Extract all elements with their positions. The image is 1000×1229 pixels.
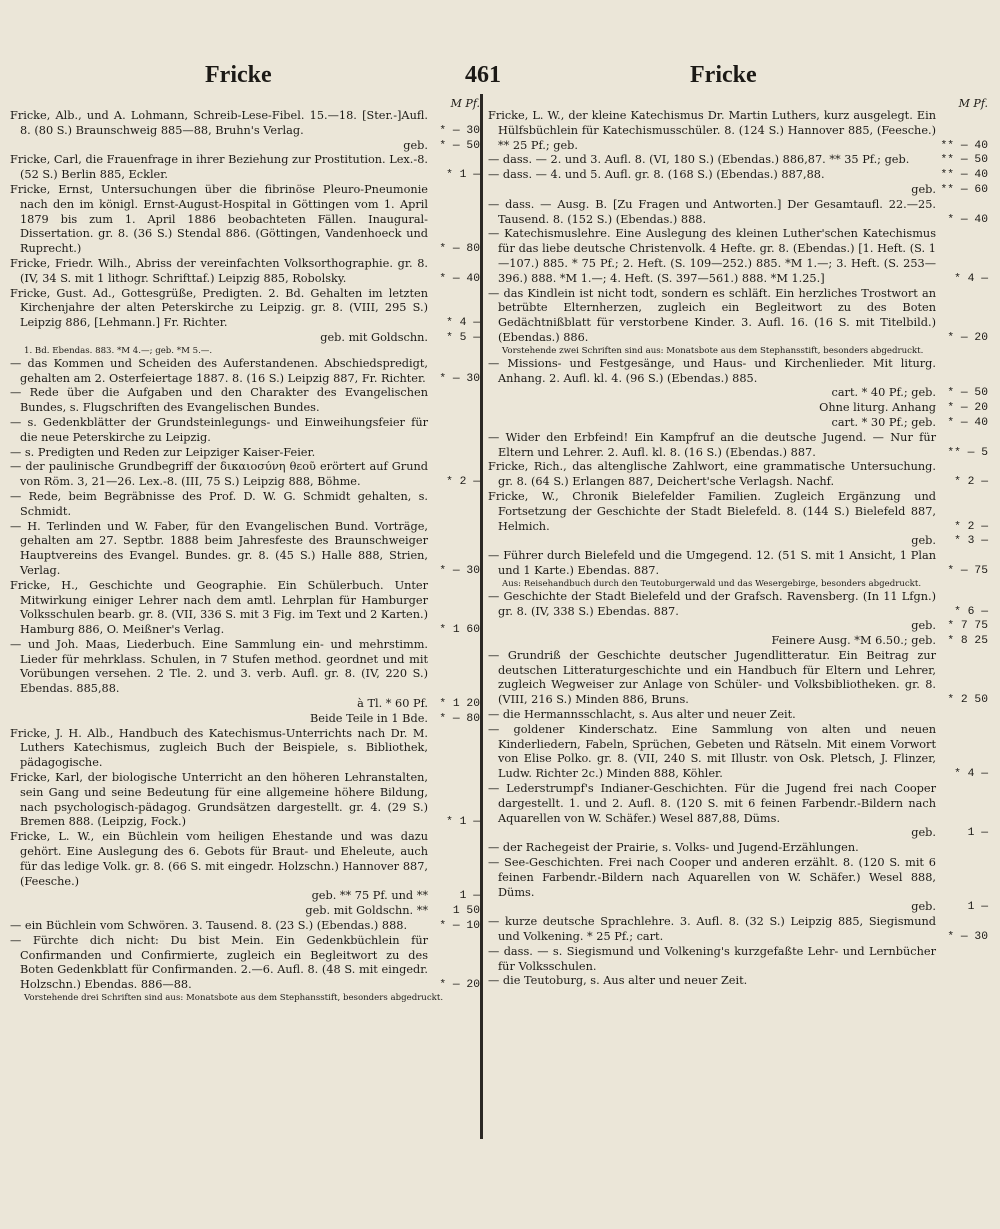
price: * 7 75 <box>947 620 988 633</box>
entry-text: — s. Predigten und Reden zur Leipziger Kaiser-Feier. <box>10 445 316 459</box>
price: 1 — <box>459 890 480 903</box>
entry-text: Fricke, Rich., das altenglische Zahlwort, eine grammatische Untersuchung. gr. 8. (64 S.) Erlangen 887, Deichert'sche Verlagsh. Nachf. <box>488 460 936 489</box>
price-variant <box>488 826 988 841</box>
variant-label: cart. * 40 Pf.; geb. <box>831 386 936 400</box>
entry-text: Fricke, Alb., und A. Lohmann, Schreib-Lese-Fibel. 15.—18. [Ster.-]Aufl. 8. (80 S.) Braunschweig 885—88, Bruhn's Verlag. <box>10 109 428 137</box>
price-variant <box>488 634 988 649</box>
bibliography-entry <box>488 915 988 945</box>
entry-note: Vorstehende zwei Schriften sind aus: Monatsbote aus dem Stephansstift, besonders abgedruckt. <box>502 345 924 356</box>
header-right-catchword: Fricke <box>690 62 757 88</box>
variant-label: geb. ** 75 Pf. und ** <box>311 889 428 903</box>
currency-label: M Pf. <box>958 97 988 110</box>
price: * 2 — <box>954 476 988 489</box>
variant-label: Beide Teile in 1 Bde. <box>309 711 428 725</box>
price: ** — 40 <box>940 139 988 152</box>
bibliography-entry <box>488 841 988 856</box>
bibliography-entry <box>488 227 988 286</box>
price-variant <box>488 900 988 915</box>
header-left-catchword: Fricke <box>205 62 272 88</box>
price: * — 50 <box>947 387 988 400</box>
bibliography-entry <box>488 460 988 490</box>
entry-text: — das Kommen und Scheiden des Auferstandenen. Abschiedspredigt, gehalten am 2. Osterfeiertage 1887. 8. (16 S.) Leipzig 887, Fr. Richter. <box>10 356 428 385</box>
entry-text: Fricke, Gust. Ad., Gottesgrüße, Predigten. 2. Bd. Gehalten im letzten Kirchenjahre der alten Peterskirche zu Leipzig. gr. 8. (VIII, 295 S.) Leipzig 886, [Lehmann.] Fr. Richter. <box>10 286 428 330</box>
price-variant <box>10 331 480 346</box>
bibliography-entry <box>488 431 988 461</box>
bibliography-entry <box>10 727 480 771</box>
entry-note: 1. Bd. Ebendas. 883. *M 4.—; geb. *M 5.—. <box>24 345 213 356</box>
bibliography-entry <box>10 386 480 416</box>
entry-text: — s. Gedenkblätter der Grundsteinlegungs- und Einweihungsfeier für die neue Peterskirche zu Leipzig. <box>10 415 428 444</box>
price: * — 40 <box>947 416 988 429</box>
bibliography-entry <box>10 934 480 993</box>
entry-text: Fricke, Ernst, Untersuchungen über die fibrinöse Pleuro-Pneumonie nach den im königl. Ernst-August-Hospital in Göttingen vom 1. April 1879 bis zum 1. April 1886 beobachteten Fällen. Inaugural-Dissertation. gr. 8. (36 S.) Stendal 886. (Göttingen, Vandenhoeck und Ruprecht.) <box>10 182 428 256</box>
price: * — 10 <box>439 920 480 933</box>
bibliography-entry <box>488 974 988 989</box>
bibliography-entry <box>488 590 988 620</box>
price: * 1 20 <box>439 698 480 711</box>
entry-text: Fricke, W., Chronik Bielefelder Familien. Zugleich Ergänzung und Fortsetzung der Geschichte der Stadt Bielefeld. 8. (144 S.) Bielefeld 887, Helmich. <box>488 489 936 533</box>
bibliography-entry <box>10 183 480 257</box>
price: * 8 25 <box>947 635 988 648</box>
bibliography-entry <box>10 638 480 697</box>
variant-label: à Tl. * 60 Pf. <box>357 697 428 711</box>
price: * — 30 <box>439 372 480 385</box>
entry-text: — Geschichte der Stadt Bielefeld und der Grafsch. Ravensberg. (In 11 Lfgn.) gr. 8. (IV, 338 S.) Ebendas. 887. <box>488 589 936 618</box>
variant-label: geb. <box>911 182 936 196</box>
entry-text: — Grundriß der Geschichte deutscher Jugendlitteratur. Ein Beitrag zur deutschen Litteraturgeschichte und ein Handbuch für Eltern und Lehrer, zugleich Wegweiser zur Anlage von Schüler- und Volksbibliotheken. gr. 8. (VIII, 216 S.) Minden 886, Bruns. <box>488 648 936 707</box>
bibliography-entry <box>10 257 480 287</box>
bibliography-entry <box>10 919 480 934</box>
page-number: 461 <box>465 62 501 88</box>
bibliography-entry <box>488 549 988 579</box>
currency-label: M Pf. <box>450 97 480 110</box>
price-variant <box>10 139 480 154</box>
right-column <box>488 98 988 989</box>
variant-label: geb. <box>911 534 936 548</box>
price: * 5 — <box>446 331 480 344</box>
variant-label: geb. <box>911 826 936 840</box>
bibliography-entry <box>488 109 988 153</box>
bibliography-entry <box>10 357 480 387</box>
price: * — 30 <box>947 931 988 944</box>
entry-note: Vorstehende drei Schriften sind aus: Monatsbote aus dem Stephansstift, besonders abgedruckt. <box>24 993 444 1004</box>
price-variant <box>488 183 988 198</box>
price: * 1 — <box>446 816 480 829</box>
price: ** — 40 <box>940 169 988 182</box>
entry-text: — Wider den Erbfeind! Ein Kampfruf an die deutsche Jugend. — Nur für Eltern und Lehrer. 2. Aufl. kl. 8. (16 S.) (Ebendas.) 887. <box>488 430 936 459</box>
entry-text: — Lederstrumpf's Indianer-Geschichten. Für die Jugend frei nach Cooper dargestellt. 1. und 2. Aufl. 8. (120 S. mit 6 feinen Farbendr.-Bildern nach Aquarellen von W. Schäfer.) Wesel 887,88, Düms. <box>488 782 936 825</box>
column-divider <box>480 94 483 1139</box>
price: * 3 — <box>954 535 988 548</box>
price: * 4 — <box>954 768 988 781</box>
entry-text: Fricke, J. H. Alb., Handbuch des Katechismus-Unterrichts nach Dr. M. Luthers Katechismus, zugleich Buch der Beispiele, s. Bibliothek, pädagogische. <box>10 726 428 770</box>
price: * — 40 <box>439 272 480 285</box>
price: * — 20 <box>439 979 480 992</box>
price: * 2 50 <box>947 694 988 707</box>
bibliography-entry <box>488 287 988 346</box>
bibliography-entry <box>488 168 988 183</box>
bibliography-entry <box>488 782 988 826</box>
entry-text: — die Hermannsschlacht, s. Aus alter und neuer Zeit. <box>488 708 796 722</box>
entry-text: — Fürchte dich nicht: Du bist Mein. Ein Gedenkbüchlein für Confirmanden und Confirmierte, zugleich ein Begleitwort zu des Boten Gedenkblatt für Confirmanden. 2.—6. Aufl. 8. (48 S. mit eingedr. Holzschn.) Ebendas. 886—88. <box>10 933 428 992</box>
entry-text: — dass. — Ausg. B. [Zu Fragen und Antworten.] Der Gesamtaufl. 22.—25. Tausend. 8. (152 S.) (Ebendas.) 888. <box>488 197 936 226</box>
price: * 2 — <box>954 520 988 533</box>
entry-note: Aus: Reisehandbuch durch den Teutoburgerwald und das Wesergebirge, besonders abgedruckt. <box>502 578 922 589</box>
variant-label: Feinere Ausg. *M 6.50.; geb. <box>771 634 936 648</box>
entry-text: Fricke, L. W., der kleine Katechismus Dr. Martin Luthers, kurz ausgelegt. Ein Hülfsbüchlein für Katechismusschüler. 8. (124 S.) Hannover 885, (Feesche.) ** 25 Pf.; geb. <box>488 109 936 152</box>
bibliography-entry <box>10 771 480 830</box>
price: ** — 50 <box>940 154 988 167</box>
bibliography-entry <box>10 287 480 331</box>
price: * 4 — <box>446 317 480 330</box>
bibliography-entry <box>10 460 480 490</box>
bibliography-entry <box>488 198 988 228</box>
price: * — 30 <box>439 564 480 577</box>
entry-text: Fricke, Friedr. Wilh., Abriss der vereinfachten Volksorthographie. gr. 8. (IV, 34 S. mit 1 lithogr. Schrifttaf.) Leipzig 885, Robolsky. <box>10 256 428 285</box>
bibliography-entry <box>10 579 480 638</box>
price: ** — 5 <box>947 446 988 459</box>
entry-text: Fricke, H., Geschichte und Geographie. Ein Schülerbuch. Unter Mitwirkung einiger Lehrer nach dem amtl. Lehrplan für Hamburger Volksschulen bearb. gr. 8. (VII, 336 S. mit 3 Fig. im Text und 2 Karten.) Hamburg 886, O. Meißner's Verlag. <box>10 578 428 637</box>
price: * 4 — <box>954 272 988 285</box>
price: * 6 — <box>954 605 988 618</box>
bibliography-entry <box>488 490 988 534</box>
price: * — 30 <box>439 124 480 137</box>
price-variant <box>10 697 480 712</box>
price: * — 80 <box>439 712 480 725</box>
entry-text: — ein Büchlein vom Schwören. 3. Tausend. 8. (23 S.) (Ebendas.) 888. <box>10 919 408 933</box>
entry-text: — dass. — s. Siegismund und Volkening's kurzgefaßte Lehr- und Lernbücher für Volksschulen. <box>488 944 936 973</box>
price-variant <box>488 401 988 416</box>
bibliography-entry <box>10 109 480 139</box>
entry-text: — Katechismuslehre. Eine Auslegung des kleinen Luther'schen Katechismus für das liebe deutsche Christenvolk. 4 Hefte. gr. 8. (Ebendas.) [1. Heft. (S. 1—107.) 885. * 75 Pf.; 2. Heft. (S. 109—252.) 885. *M 1.—; 3. Heft. (S. 253—396.) 888. *M 1.—; 4. Heft. (S. 397—561.) 888. *M 1.25.] <box>488 227 936 285</box>
entry-text: Fricke, Karl, der biologische Unterricht an den höheren Lehranstalten, sein Gang und seine Bedeutung für eine allgemeine höhere Bildung, nach psychologisch-pädagog. Grundsätzen dargestellt. gr. 4. (29 S.) Bremen 888. (Leipzig, Fock.) <box>10 771 428 829</box>
bibliography-entry <box>488 649 988 708</box>
entry-text: — Führer durch Bielefeld und die Umgegend. 12. (51 S. mit 1 Ansicht, 1 Plan und 1 Karte.) Ebendas. 887. <box>488 549 936 577</box>
price: * 1 — <box>446 169 480 182</box>
bibliography-entry <box>488 856 988 900</box>
price-variant <box>488 386 988 401</box>
price-variant <box>488 416 988 431</box>
entry-text: — die Teutoburg, s. Aus alter und neuer Zeit. <box>488 974 748 988</box>
entry-text: — kurze deutsche Sprachlehre. 3. Aufl. 8. (32 S.) Leipzig 885, Siegismund und Volkening. * 25 Pf.; cart. <box>488 915 936 944</box>
entry-text: — der paulinische Grundbegriff der δικαιοσύνη θεοῦ erörtert auf Grund von Röm. 3, 21—26. Lex.-8. (III, 75 S.) Leipzig 888, Böhme. <box>10 460 428 489</box>
price-variant <box>488 619 988 634</box>
price-variant <box>488 534 988 549</box>
price: * 1 60 <box>439 624 480 637</box>
price: ** — 60 <box>940 183 988 196</box>
page-header <box>0 62 1000 92</box>
entry-text: — dass. — 4. und 5. Aufl. gr. 8. (168 S.) (Ebendas.) 887,88. <box>488 168 825 182</box>
entry-text: — H. Terlinden und W. Faber, für den Evangelischen Bund. Vorträge, gehalten am 27. Septbr. 1888 beim Jahresfeste des Braunschweiger Hauptvereins des Evangel. Bundes. gr. 8. (45 S.) Halle 888, Strien, Verlag. <box>10 519 428 577</box>
price: * — 80 <box>439 243 480 256</box>
price-variant <box>10 889 480 904</box>
bibliography-entry <box>488 153 988 168</box>
entry-text: — der Rachegeist der Prairie, s. Volks- und Jugend-Erzählungen. <box>488 841 859 855</box>
bibliography-entry <box>488 357 988 387</box>
entry-text: Fricke, Carl, die Frauenfrage in ihrer Beziehung zur Prostitution. Lex.-8. (52 S.) Berlin 885, Eckler. <box>10 153 428 182</box>
variant-label: geb. <box>403 138 428 152</box>
variant-label: geb. mit Goldschn. <box>320 330 428 344</box>
bibliography-entry <box>10 416 480 446</box>
price: * — 20 <box>947 331 988 344</box>
left-column <box>10 98 480 1004</box>
entry-text: — dass. — 2. und 3. Aufl. 8. (VI, 180 S.) (Ebendas.) 886,87. ** 35 Pf.; geb. <box>488 153 910 167</box>
entry-text: — Missions- und Festgesänge, und Haus- und Kirchenlieder. Mit liturg. Anhang. 2. Aufl. kl. 4. (96 S.) (Ebendas.) 885. <box>488 356 936 385</box>
price: * — 20 <box>947 402 988 415</box>
bibliography-entry <box>10 490 480 520</box>
bibliography-entry <box>10 830 480 889</box>
price: 1 — <box>967 827 988 840</box>
bibliography-entry <box>10 520 480 579</box>
variant-label: geb. mit Goldschn. ** <box>305 904 428 918</box>
price-variant <box>10 712 480 727</box>
variant-label: Ohne liturg. Anhang <box>819 401 936 415</box>
variant-label: geb. <box>911 900 936 914</box>
price: * — 75 <box>947 564 988 577</box>
variant-label: geb. <box>911 619 936 633</box>
entry-text: — Rede über die Aufgaben und den Charakter des Evangelischen Bundes, s. Flugschriften des Evangelischen Bundes. <box>10 386 428 415</box>
bibliography-entry <box>10 446 480 461</box>
price: * — 50 <box>439 139 480 152</box>
bibliography-entry <box>488 945 988 975</box>
price: * — 40 <box>947 213 988 226</box>
bibliography-entry <box>10 153 480 183</box>
entry-text: — goldener Kinderschatz. Eine Sammlung von alten und neuen Kinderliedern, Fabeln, Sprüchen, Gebeten und Rätseln. Mit einem Vorwort von Elise Polko. gr. 8. (VII, 240 S. mit Illustr. von Osk. Pletsch, J. Flinzer, Ludw. Richter 2c.) Minden 888, Köhler. <box>488 722 936 781</box>
entry-text: — See-Geschichten. Frei nach Cooper und anderen erzählt. 8. (120 S. mit 6 feinen Farbendr.-Bildern nach Aquarellen von W. Schäfer.) Wesel 888, Düms. <box>488 856 936 899</box>
price: * 2 — <box>446 476 480 489</box>
bibliography-entry <box>488 708 988 723</box>
entry-text: Fricke, L. W., ein Büchlein vom heiligen Ehestande und was dazu gehört. Eine Auslegung des 6. Gebots für Braut- und Eheleute, auch für das ledige Volk. gr. 8. (66 S. mit eingedr. Holzschn.) Hannover 887, (Feesche.) <box>10 830 428 888</box>
variant-label: cart. * 30 Pf.; geb. <box>831 415 936 429</box>
bibliography-entry <box>488 723 988 782</box>
entry-text: — und Joh. Maas, Liederbuch. Eine Sammlung ein- und mehrstimm. Lieder für mehrklass. Schulen, in 7 Stufen method. geordnet und mit Vorübungen versehen. 2 Tle. 2. und 3. verb. Aufl. gr. 8. (IV, 220 S.) Ebendas. 885,88. <box>10 637 428 696</box>
entry-text: — Rede, beim Begräbnisse des Prof. D. W. G. Schmidt gehalten, s. Schmidt. <box>10 489 428 518</box>
entry-text: — das Kindlein ist nicht todt, sondern es schläft. Ein herzliches Trostwort an betrübte Elternherzen, zugleich ein Begleitwort zu des Boten Gedächtnißblatt für verstorbene Kinder. 3. Aufl. 16. (16 S. mit Titelbild.) (Ebendas.) 886. <box>488 286 936 344</box>
price: 1 50 <box>452 905 480 918</box>
price-variant <box>10 904 480 919</box>
price: 1 — <box>967 901 988 914</box>
